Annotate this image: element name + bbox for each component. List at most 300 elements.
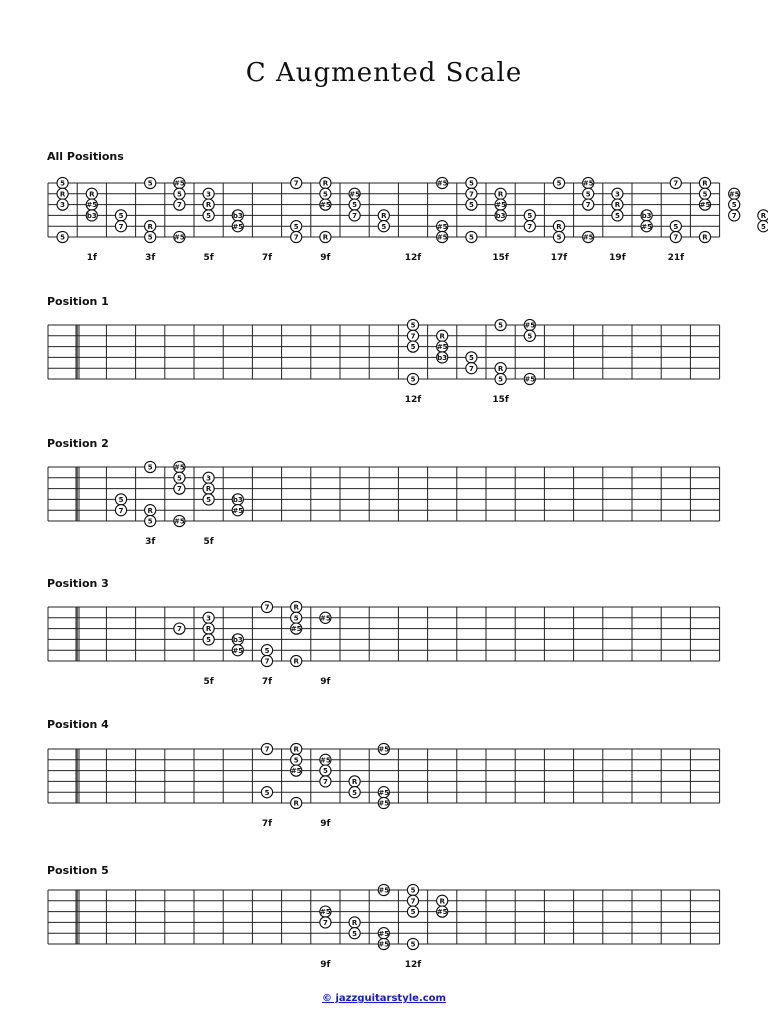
note-dot	[466, 363, 477, 374]
fret-marker-label: 5f	[203, 677, 214, 687]
note-dot	[524, 210, 535, 221]
note-label: 5	[147, 517, 153, 526]
note-label: R	[556, 222, 562, 231]
note-dot	[524, 319, 535, 330]
note-dot	[232, 221, 243, 232]
note-label: 5	[352, 788, 358, 797]
note-dot	[291, 655, 302, 666]
note-label: R	[205, 485, 212, 494]
note-label: 7	[176, 625, 182, 634]
note-label: #5	[290, 767, 302, 776]
note-label: #5	[378, 886, 390, 895]
fretboard-position-4	[48, 743, 720, 829]
note-label: 7	[293, 233, 299, 242]
note-dot	[437, 341, 448, 352]
note-label: R	[760, 212, 767, 220]
fret-marker-label: 3f	[145, 253, 156, 263]
note-dot	[378, 797, 389, 808]
note-label: 5	[118, 212, 124, 220]
note-label: b3	[232, 496, 243, 504]
note-label: 7	[410, 897, 416, 906]
note-label: 7	[293, 179, 299, 188]
note-label: 5	[147, 179, 153, 188]
note-label: 5	[468, 354, 474, 362]
note-label: 5	[614, 212, 620, 220]
note-label: 7	[118, 506, 124, 515]
note-label: #5	[436, 908, 448, 917]
note-dot	[320, 188, 331, 199]
note-label: R	[702, 179, 708, 188]
note-label: 5	[118, 496, 124, 504]
note-label: b3	[232, 636, 243, 644]
note-dot	[437, 231, 448, 242]
note-label: #5	[174, 517, 185, 526]
note-dot	[407, 895, 418, 906]
note-label: #5	[378, 929, 390, 938]
note-label: 7	[410, 332, 416, 341]
note-label: R	[614, 201, 621, 210]
note-label: 5	[264, 646, 270, 655]
note-dot	[174, 472, 185, 483]
note-dot	[670, 231, 681, 242]
note-dot	[261, 645, 272, 656]
note-label: 5	[527, 212, 533, 220]
note-label: R	[322, 179, 329, 188]
note-label: b3	[495, 212, 506, 220]
note-label: 3	[60, 201, 66, 210]
note-dot	[86, 199, 97, 210]
note-dot	[349, 928, 360, 939]
section-label-position-1: Position 1	[47, 295, 109, 308]
note-dot	[699, 199, 710, 210]
note-label: 5	[352, 929, 358, 938]
note-label: #5	[349, 190, 360, 199]
note-label: R	[205, 625, 212, 634]
note-label: 7	[264, 745, 270, 754]
note-label: 5	[352, 201, 358, 210]
note-dot	[553, 221, 564, 232]
note-dot	[320, 765, 331, 776]
note-dot	[612, 188, 623, 199]
page-title: C Augmented Scale	[245, 58, 523, 88]
note-dot	[57, 231, 68, 242]
note-label: 5	[760, 222, 766, 231]
note-dot	[291, 612, 302, 623]
note-label: 5	[293, 222, 299, 231]
note-dot	[758, 210, 768, 221]
note-label: #5	[378, 745, 390, 754]
note-label: #5	[86, 201, 98, 210]
note-label: R	[322, 233, 329, 242]
note-dot	[583, 199, 594, 210]
note-dot	[466, 188, 477, 199]
note-dot	[145, 221, 156, 232]
note-label: #5	[728, 190, 740, 199]
fret-marker-label: 21f	[667, 253, 685, 263]
fret-marker-label: 9f	[320, 253, 331, 263]
note-label: #5	[320, 201, 331, 210]
note-label: #5	[232, 222, 244, 231]
note-label: 5	[468, 179, 474, 188]
note-dot	[553, 231, 564, 242]
note-label: 5	[293, 756, 299, 765]
note-label: 5	[410, 940, 416, 949]
note-dot	[437, 221, 448, 232]
note-label: #5	[378, 940, 390, 949]
note-dot	[407, 906, 418, 917]
fretboard-position-1	[48, 319, 720, 405]
note-label: 5	[410, 321, 416, 330]
note-dot	[291, 177, 302, 188]
note-dot	[349, 787, 360, 798]
note-dot	[320, 612, 331, 623]
note-label: 7	[673, 179, 679, 188]
note-dot	[437, 895, 448, 906]
note-label: 7	[468, 364, 474, 373]
fretboard-position-2	[48, 461, 720, 547]
note-dot	[115, 221, 126, 232]
note-dot	[495, 199, 506, 210]
note-label: 5	[585, 190, 591, 199]
note-label: #5	[436, 343, 448, 352]
note-label: #5	[436, 222, 448, 231]
note-label: 3	[206, 614, 212, 623]
note-dot	[203, 188, 214, 199]
note-label: 5	[410, 375, 416, 384]
note-dot	[232, 645, 243, 656]
note-label: 7	[527, 222, 533, 231]
note-label: 5	[176, 190, 182, 199]
note-label: 5	[206, 636, 212, 644]
note-label: 5	[468, 201, 474, 210]
note-dot	[320, 906, 331, 917]
note-label: R	[89, 190, 95, 199]
note-dot	[145, 505, 156, 516]
note-label: R	[293, 657, 299, 666]
note-label: 5	[527, 332, 533, 341]
note-dot	[583, 177, 594, 188]
note-dot	[320, 917, 331, 928]
note-dot	[174, 177, 185, 188]
note-dot	[378, 884, 389, 895]
fret-marker-label: 5f	[203, 537, 214, 547]
note-dot	[115, 505, 126, 516]
note-label: R	[381, 212, 387, 220]
note-label: 5	[206, 212, 212, 220]
note-dot	[524, 330, 535, 341]
note-label: 7	[352, 212, 358, 220]
note-dot	[203, 210, 214, 221]
fret-marker-label: 12f	[404, 395, 422, 405]
note-label: R	[293, 799, 299, 808]
note-label: #5	[524, 375, 536, 384]
note-label: 5	[293, 614, 299, 623]
fretboard-position-5	[48, 884, 720, 970]
note-dot	[495, 188, 506, 199]
note-label: 7	[585, 201, 591, 210]
fret-marker-label: 7f	[261, 677, 273, 687]
note-label: #5	[641, 222, 652, 231]
fret-marker-label: 7f	[261, 253, 273, 263]
note-label: 7	[264, 603, 270, 612]
note-label: R	[497, 364, 504, 373]
note-label: 7	[468, 190, 474, 199]
note-dot	[86, 188, 97, 199]
note-label: #5	[436, 233, 448, 242]
note-label: 3	[614, 190, 620, 199]
note-dot	[174, 483, 185, 494]
note-dot	[437, 330, 448, 341]
note-dot	[699, 188, 710, 199]
note-label: b3	[641, 212, 652, 220]
note-dot	[670, 221, 681, 232]
fretboard-all-positions	[48, 177, 768, 263]
fret-marker-label: 12f	[404, 960, 422, 970]
note-dot	[57, 199, 68, 210]
fretboard-position-3	[48, 601, 720, 687]
note-label: #5	[174, 463, 185, 472]
note-dot	[378, 928, 389, 939]
note-dot	[524, 221, 535, 232]
note-label: 5	[556, 233, 562, 242]
note-dot	[612, 199, 623, 210]
note-dot	[524, 373, 535, 384]
fret-marker-label: 1f	[86, 253, 97, 263]
note-label: 3	[206, 190, 212, 199]
fret-marker-label: 7f	[261, 819, 273, 829]
note-dot	[232, 494, 243, 505]
note-dot	[466, 177, 477, 188]
note-label: #5	[582, 179, 594, 188]
note-label: 7	[264, 657, 270, 666]
note-dot	[57, 188, 68, 199]
note-dot	[291, 601, 302, 612]
note-dot	[349, 188, 360, 199]
note-label: #5	[232, 646, 244, 655]
note-dot	[495, 363, 506, 374]
section-label-all-positions: All Positions	[47, 150, 124, 163]
note-dot	[495, 373, 506, 384]
note-dot	[437, 177, 448, 188]
fret-marker-label: 17f	[550, 253, 568, 263]
note-dot	[729, 210, 740, 221]
note-dot	[174, 623, 185, 634]
note-label: 3	[206, 474, 212, 483]
note-dot	[349, 210, 360, 221]
note-label: #5	[320, 756, 331, 765]
note-label: 5	[702, 190, 708, 199]
note-dot	[437, 906, 448, 917]
note-dot	[261, 655, 272, 666]
note-label: R	[147, 222, 153, 231]
note-label: 5	[556, 179, 562, 188]
note-label: b3	[437, 354, 448, 362]
note-dot	[291, 743, 302, 754]
note-dot	[291, 221, 302, 232]
note-dot	[174, 231, 185, 242]
note-label: 5	[410, 908, 416, 917]
note-dot	[203, 483, 214, 494]
note-label: #5	[320, 908, 331, 917]
note-label: R	[293, 603, 299, 612]
note-label: 5	[410, 343, 416, 352]
note-dot	[261, 743, 272, 754]
note-label: 5	[206, 496, 212, 504]
note-dot	[699, 231, 710, 242]
note-label: #5	[582, 233, 594, 242]
note-label: 7	[322, 919, 328, 927]
note-dot	[553, 177, 564, 188]
note-label: b3	[232, 212, 243, 220]
note-label: R	[439, 332, 445, 341]
note-dot	[145, 231, 156, 242]
note-label: 5	[322, 190, 328, 199]
note-dot	[320, 776, 331, 787]
section-label-position-3: Position 3	[47, 577, 109, 590]
note-dot	[729, 199, 740, 210]
note-label: #5	[524, 321, 536, 330]
note-dot	[291, 623, 302, 634]
note-label: R	[351, 778, 358, 786]
note-dot	[203, 199, 214, 210]
note-label: 7	[176, 485, 182, 494]
note-dot	[612, 210, 623, 221]
note-label: 7	[118, 222, 124, 231]
note-label: 5	[468, 233, 474, 242]
note-dot	[378, 938, 389, 949]
fret-marker-label: 12f	[404, 253, 422, 263]
note-dot	[641, 221, 652, 232]
site-link[interactable]: © jazzguitarstyle.com	[322, 993, 446, 1004]
note-label: #5	[174, 179, 185, 188]
fret-marker-label: 5f	[203, 253, 214, 263]
section-label-position-5: Position 5	[47, 864, 109, 877]
note-dot	[203, 472, 214, 483]
note-dot	[203, 634, 214, 645]
note-label: 5	[322, 767, 328, 776]
note-dot	[378, 210, 389, 221]
note-label: #5	[495, 201, 506, 210]
note-label: 5	[264, 788, 270, 797]
note-dot	[466, 199, 477, 210]
note-dot	[232, 505, 243, 516]
note-dot	[291, 754, 302, 765]
note-dot	[174, 461, 185, 472]
note-dot	[466, 231, 477, 242]
note-dot	[320, 754, 331, 765]
note-label: #5	[378, 788, 390, 797]
note-dot	[57, 177, 68, 188]
note-label: 7	[322, 778, 328, 786]
note-label: b3	[86, 212, 97, 220]
note-label: R	[293, 745, 299, 754]
note-dot	[320, 231, 331, 242]
note-dot	[291, 231, 302, 242]
fret-marker-label: 15f	[492, 253, 509, 263]
note-dot	[641, 210, 652, 221]
note-label: R	[147, 506, 153, 515]
note-dot	[407, 884, 418, 895]
note-dot	[320, 177, 331, 188]
note-dot	[407, 938, 418, 949]
note-dot	[86, 210, 97, 221]
note-label: 5	[410, 886, 416, 895]
fret-marker-label: 9f	[320, 819, 331, 829]
note-dot	[378, 221, 389, 232]
note-dot	[232, 634, 243, 645]
fret-marker-label: 9f	[320, 960, 331, 970]
note-label: 5	[498, 321, 504, 330]
fret-marker-label: 19f	[609, 253, 626, 263]
note-dot	[320, 199, 331, 210]
note-dot	[261, 601, 272, 612]
note-label: #5	[174, 233, 185, 242]
fret-marker-label: 3f	[145, 537, 156, 547]
note-dot	[407, 341, 418, 352]
note-label: 7	[731, 212, 737, 220]
note-label: #5	[378, 799, 390, 808]
fret-marker-label: 15f	[492, 395, 509, 405]
note-dot	[349, 199, 360, 210]
section-label-position-2: Position 2	[47, 437, 109, 450]
note-label: #5	[320, 614, 331, 623]
note-dot	[466, 352, 477, 363]
note-dot	[583, 188, 594, 199]
note-label: R	[205, 201, 212, 210]
note-dot	[174, 515, 185, 526]
note-label: R	[59, 190, 66, 199]
note-label: 5	[673, 222, 679, 231]
note-dot	[378, 743, 389, 754]
note-label: 5	[60, 233, 66, 242]
note-label: R	[497, 190, 504, 199]
note-dot	[670, 177, 681, 188]
note-label: 5	[381, 222, 387, 231]
note-dot	[174, 188, 185, 199]
note-label: R	[351, 919, 358, 927]
note-dot	[232, 210, 243, 221]
note-dot	[203, 494, 214, 505]
note-dot	[145, 515, 156, 526]
note-dot	[291, 765, 302, 776]
note-label: 7	[673, 233, 679, 242]
note-dot	[261, 787, 272, 798]
note-dot	[291, 797, 302, 808]
note-label: #5	[436, 179, 448, 188]
note-dot	[495, 319, 506, 330]
note-dot	[407, 319, 418, 330]
note-label: R	[439, 897, 445, 906]
note-dot	[145, 461, 156, 472]
note-label: #5	[232, 506, 244, 515]
note-label: 7	[176, 201, 182, 210]
note-dot	[495, 210, 506, 221]
note-dot	[115, 494, 126, 505]
note-dot	[349, 776, 360, 787]
note-dot	[115, 210, 126, 221]
note-dot	[699, 177, 710, 188]
note-dot	[378, 787, 389, 798]
note-label: R	[702, 233, 708, 242]
note-label: #5	[290, 625, 302, 634]
note-dot	[203, 623, 214, 634]
note-dot	[437, 352, 448, 363]
note-label: 5	[147, 233, 153, 242]
note-dot	[407, 330, 418, 341]
note-label: #5	[699, 201, 711, 210]
section-label-position-4: Position 4	[47, 718, 109, 731]
fret-marker-label: 9f	[320, 677, 331, 687]
